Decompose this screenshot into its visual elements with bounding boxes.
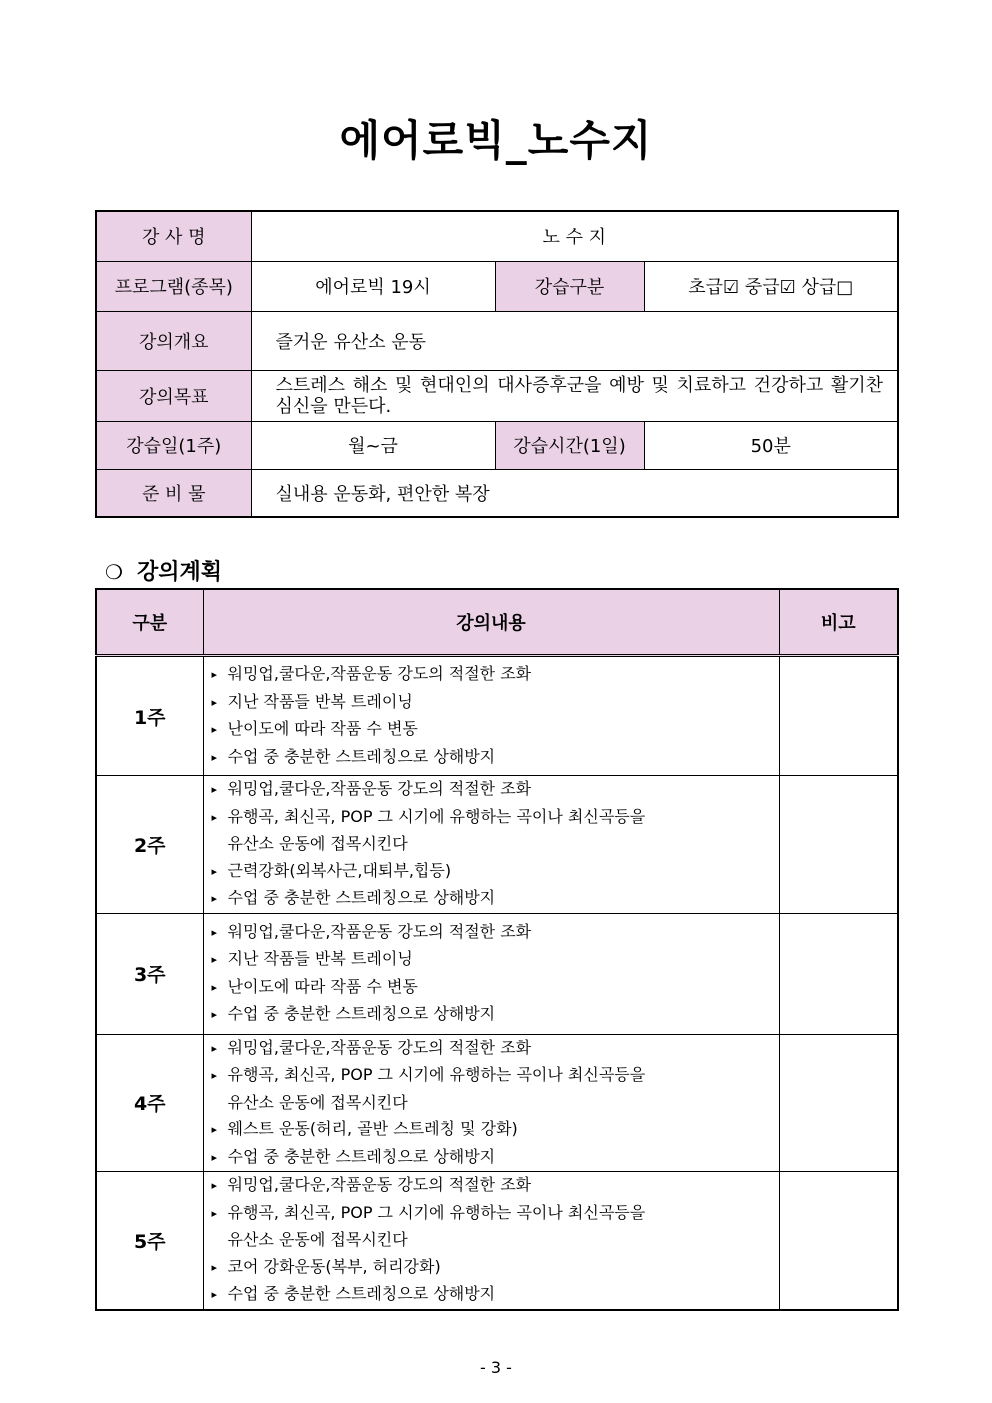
list-item-text: 유행곡, 최신곡, POP 그 시기에 유행하는 곡이나 최신곡등을	[227, 1202, 646, 1222]
list-item	[212, 1172, 773, 1200]
triangle-bullet-icon: ▸	[211, 1288, 218, 1301]
list-item-text: 워밍업,쿨다운,작품운동 강도의 적절한 조화	[227, 1175, 532, 1194]
triangle-bullet-icon: ▸	[211, 892, 218, 905]
triangle-bullet-icon: ▸	[211, 1179, 218, 1192]
list-item-text: 유산소 운동에 접목시킨다	[227, 834, 408, 853]
triangle-bullet-icon: ▸	[211, 1123, 218, 1136]
list-item	[212, 1116, 773, 1144]
list-item	[212, 831, 773, 858]
triangle-bullet-icon: ▸	[211, 1041, 218, 1055]
program-label: 프로그램(종목)	[96, 261, 251, 311]
triangle-bullet-icon: ▸	[211, 810, 218, 824]
list-item-text: 수업 중 충분한 스트레칭으로 상해방지	[227, 1004, 496, 1023]
goal-label: 강의목표	[96, 370, 251, 421]
list-item-text: 수업 중 충분한 스트레칭으로 상해방지	[227, 888, 496, 907]
list-item-text: 지난 작품들 반복 트레이닝	[227, 691, 413, 711]
header-note: 비고	[779, 589, 898, 656]
level-value: 초급☑ 중급☑ 상급□	[644, 261, 898, 311]
list-item-text: 수업 중 충분한 스트레칭으로 상해방지	[227, 1146, 496, 1166]
list-item	[212, 1090, 773, 1117]
list-item	[212, 885, 773, 913]
list-item	[212, 689, 773, 717]
week-note	[779, 1034, 898, 1172]
time-value: 50분	[644, 421, 898, 469]
goal-row	[96, 370, 898, 421]
list-item-text: 워밍업,쿨다운,작품운동 강도의 적절한 조화	[227, 1037, 532, 1057]
list-item	[212, 1281, 773, 1309]
course-info-table	[95, 210, 899, 518]
list-item	[212, 1254, 773, 1282]
triangle-bullet-icon: ▸	[211, 1150, 218, 1164]
level-label: 강습구분	[495, 261, 644, 311]
list-item-text: 워밍업,쿨다운,작품운동 강도의 적절한 조화	[227, 921, 532, 941]
overview-label: 강의개요	[96, 311, 251, 370]
week-content	[203, 1034, 779, 1172]
list-item	[212, 1227, 773, 1254]
list-item-text: 웨스트 운동(허리, 골반 스트레칭 및 강화)	[227, 1119, 518, 1138]
list-item-text: 유행곡, 최신곡, POP 그 시기에 유행하는 곡이나 최신곡등을	[227, 806, 646, 826]
list-item-text: 난이도에 따라 작품 수 변동	[227, 976, 418, 996]
list-item-text: 워밍업,쿨다운,작품운동 강도의 적절한 조화	[227, 779, 532, 798]
program-value: 에어로빅 19시	[251, 261, 495, 311]
page-number: - 3 -	[480, 1358, 512, 1377]
instructor-label: 강 사 명	[96, 211, 251, 261]
triangle-bullet-icon: ▸	[211, 925, 218, 939]
list-item	[212, 661, 773, 689]
week-row	[96, 913, 898, 1034]
triangle-bullet-icon: ▸	[211, 1206, 218, 1220]
days-label: 강습일(1주)	[96, 421, 251, 469]
week-label: 3주	[96, 913, 203, 1034]
list-item-text: 난이도에 따라 작품 수 변동	[227, 719, 418, 738]
triangle-bullet-icon: ▸	[211, 783, 218, 796]
week-content	[203, 1172, 779, 1310]
days-row	[96, 421, 898, 469]
list-item-text: 지난 작품들 반복 트레이닝	[227, 949, 413, 968]
triangle-bullet-icon: ▸	[211, 695, 218, 709]
list-item	[212, 974, 773, 1002]
list-item	[212, 1200, 773, 1228]
list-item-text: 근력강화(외복사근,대퇴부,힙등)	[227, 860, 452, 880]
week-label: 1주	[96, 656, 203, 776]
list-item-text: 코어 강화운동(복부, 허리강화)	[227, 1256, 441, 1276]
triangle-bullet-icon: ▸	[211, 864, 218, 878]
list-item	[212, 1001, 773, 1029]
goal-value: 스트레스 해소 및 현대인의 대사증후군을 예방 및 치료하고 건강하고 활기찬 심신을 만든다.	[251, 370, 898, 421]
week-row	[96, 1172, 898, 1310]
week-row	[96, 656, 898, 776]
list-item-text: 유산소 운동에 접목시킨다	[227, 1092, 408, 1112]
lesson-plan-table	[95, 588, 899, 1311]
list-item	[212, 1035, 773, 1063]
list-item-text: 유산소 운동에 접목시킨다	[227, 1230, 408, 1249]
week-content	[203, 913, 779, 1034]
week-note	[779, 913, 898, 1034]
week-label: 2주	[96, 776, 203, 914]
overview-value: 즐거운 유산소 운동	[251, 311, 898, 370]
list-item	[212, 946, 773, 974]
list-item-text: 수업 중 충분한 스트레칭으로 상해방지	[227, 746, 496, 766]
triangle-bullet-icon: ▸	[211, 750, 218, 764]
list-item	[212, 776, 773, 804]
header-content: 강의내용	[203, 589, 779, 656]
plan-header-row	[96, 589, 898, 656]
triangle-bullet-icon: ▸	[211, 1260, 218, 1274]
week-note	[779, 1172, 898, 1310]
section-title: 강의계획	[136, 560, 222, 585]
program-row	[96, 261, 898, 311]
week-label: 4주	[96, 1034, 203, 1172]
days-value: 월~금	[251, 421, 495, 469]
week-note	[779, 776, 898, 914]
list-item	[212, 744, 773, 772]
triangle-bullet-icon: ▸	[211, 1008, 218, 1021]
triangle-bullet-icon: ▸	[211, 1069, 218, 1082]
list-item	[212, 1144, 773, 1172]
week-content	[203, 656, 779, 776]
list-item-text: 유행곡, 최신곡, POP 그 시기에 유행하는 곡이나 최신곡등을	[227, 1065, 646, 1084]
triangle-bullet-icon: ▸	[211, 668, 218, 681]
prep-label: 준 비 물	[96, 469, 251, 517]
overview-row	[96, 311, 898, 370]
week-row	[96, 776, 898, 914]
week-label: 5주	[96, 1172, 203, 1310]
prep-value: 실내용 운동화, 편안한 복장	[251, 469, 898, 517]
circle-bullet-icon: ❍	[105, 560, 123, 584]
section-heading	[105, 555, 222, 586]
list-item-text: 수업 중 충분한 스트레칭으로 상해방지	[227, 1284, 496, 1303]
week-row	[96, 1034, 898, 1172]
week-note	[779, 656, 898, 776]
list-item	[212, 858, 773, 886]
instructor-row	[96, 211, 898, 261]
triangle-bullet-icon: ▸	[211, 723, 218, 736]
triangle-bullet-icon: ▸	[211, 953, 218, 966]
week-content	[203, 776, 779, 914]
triangle-bullet-icon: ▸	[211, 980, 218, 994]
prep-row	[96, 469, 898, 517]
time-label: 강습시간(1일)	[495, 421, 644, 469]
list-item-text: 워밍업,쿨다운,작품운동 강도의 적절한 조화	[227, 664, 532, 683]
header-week: 구분	[96, 589, 203, 656]
list-item	[212, 716, 773, 744]
list-item	[212, 919, 773, 947]
list-item	[212, 1062, 773, 1090]
list-item	[212, 804, 773, 832]
page-title: 에어로빅_노수지	[339, 116, 653, 165]
instructor-value: 노 수 지	[251, 211, 898, 261]
